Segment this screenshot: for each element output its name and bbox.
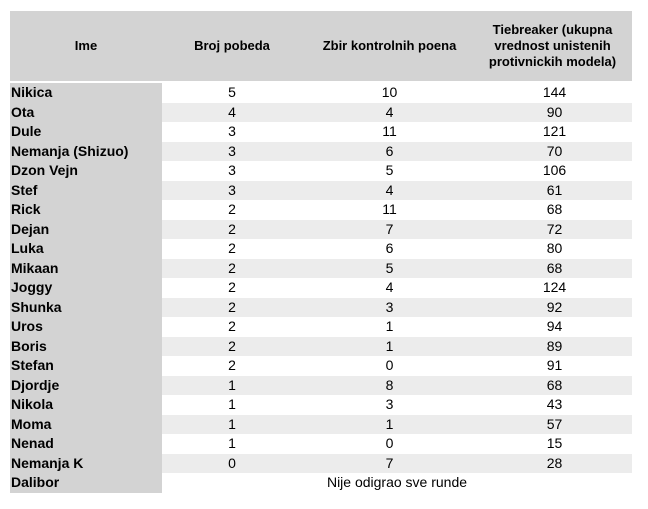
player-name: Moma [10,415,162,435]
points-cell: 4 [302,103,477,123]
wins-cell: 3 [228,123,236,140]
points-cell: 6 [385,240,394,257]
table-row [10,298,632,318]
points-cell: 4 [302,181,477,201]
table-row [10,434,632,454]
tiebreaker-cell: 92 [477,298,632,318]
table-row [10,142,632,162]
points-cell: 4 [385,279,394,296]
table-row [10,259,632,279]
player-name: Nikola [10,395,162,415]
wins-cell: 2 [162,259,302,279]
player-name: Nikica [10,83,162,103]
points-cell: 11 [382,123,397,140]
incomplete-note: Nije odigrao sve runde [326,474,468,491]
player-name: Nenad [10,434,162,454]
wins-cell: 3 [162,142,302,162]
wins-cell: 1 [162,376,302,396]
points-cell: 8 [302,376,477,396]
player-name: Boris [10,337,162,357]
table-row [10,122,632,142]
table-header [10,11,632,83]
points-cell: 1 [385,318,394,335]
table-row [10,181,632,201]
tiebreaker-cell: 68 [477,259,632,279]
points-cell: 5 [385,162,394,179]
tiebreaker-cell: 106 [542,162,567,179]
player-name: Luka [10,239,162,259]
header-points: Zbir kontrolnih poena [322,38,457,53]
tiebreaker-cell: 89 [477,337,632,357]
wins-cell: 2 [162,298,302,318]
player-name: Dzon Vejn [10,161,162,181]
points-cell: 0 [385,435,394,452]
player-name: Nemanja K [10,454,162,474]
points-cell: 5 [302,259,477,279]
points-cell: 1 [302,337,477,357]
player-name: Dejan [10,220,162,240]
wins-cell: 3 [162,181,302,201]
player-name: Dalibor [10,473,162,493]
table-row [10,356,632,376]
points-cell: 6 [302,142,477,162]
table-row [10,454,632,474]
table-row [10,239,632,259]
player-name: Uros [10,317,162,337]
points-cell: 3 [302,298,477,318]
tiebreaker-cell: 15 [546,435,563,452]
wins-cell: 5 [228,84,236,101]
table-row [10,415,632,435]
player-name: Dule [10,122,162,142]
table-row [10,337,632,357]
points-cell: 7 [302,454,477,474]
points-cell: 11 [382,201,397,218]
tiebreaker-cell: 91 [546,357,563,374]
tiebreaker-cell: 144 [542,84,567,101]
player-name: Nemanja (Shizuo) [10,142,162,162]
tiebreaker-cell: 43 [546,396,563,413]
table-row [10,317,632,337]
tiebreaker-cell: 68 [477,376,632,396]
tiebreaker-cell: 68 [546,201,563,218]
wins-cell: 0 [162,454,302,474]
points-cell: 10 [381,84,398,101]
points-cell: 7 [302,220,477,240]
standings-table [10,11,632,493]
tiebreaker-cell: 57 [477,415,632,435]
header-wins: Broj pobeda [194,38,270,53]
header-name: Ime [74,38,98,53]
player-name: Stefan [10,356,162,376]
points-cell: 3 [385,396,394,413]
wins-cell: 2 [228,279,236,296]
table-row [10,376,632,396]
wins-cell: 1 [162,415,302,435]
table-row [10,103,632,123]
table-body [10,83,632,473]
points-cell: 1 [302,415,477,435]
table-row [10,83,632,103]
tiebreaker-cell: 70 [477,142,632,162]
wins-cell: 1 [228,435,236,452]
wins-cell: 2 [228,318,236,335]
player-name: Joggy [10,278,162,298]
player-name: Stef [10,181,162,201]
tiebreaker-cell: 28 [477,454,632,474]
player-name: Ota [10,103,162,123]
player-name: Shunka [10,298,162,318]
wins-cell: 2 [162,337,302,357]
table-row [10,161,632,181]
player-name: Djordje [10,376,162,396]
table-row [10,395,632,415]
tiebreaker-cell: 80 [546,240,563,257]
wins-cell: 2 [228,201,236,218]
table-row [10,200,632,220]
points-cell: 0 [385,357,394,374]
tiebreaker-cell: 121 [542,123,567,140]
tiebreaker-cell: 90 [477,103,632,123]
tiebreaker-cell: 124 [542,279,567,296]
header-tiebreaker: Tiebreaker (ukupna vrednost unistenih protivnickih modela) [488,22,617,69]
table-row-incomplete [10,473,632,493]
wins-cell: 4 [162,103,302,123]
player-name: Mikaan [10,259,162,279]
wins-cell: 2 [228,357,236,374]
player-name: Rick [10,200,162,220]
tiebreaker-cell: 94 [546,318,563,335]
wins-cell: 1 [228,396,236,413]
wins-cell: 3 [228,162,236,179]
tiebreaker-cell: 72 [477,220,632,240]
wins-cell: 2 [162,220,302,240]
wins-cell: 2 [228,240,236,257]
table-row [10,278,632,298]
tiebreaker-cell: 61 [477,181,632,201]
table-row [10,220,632,240]
